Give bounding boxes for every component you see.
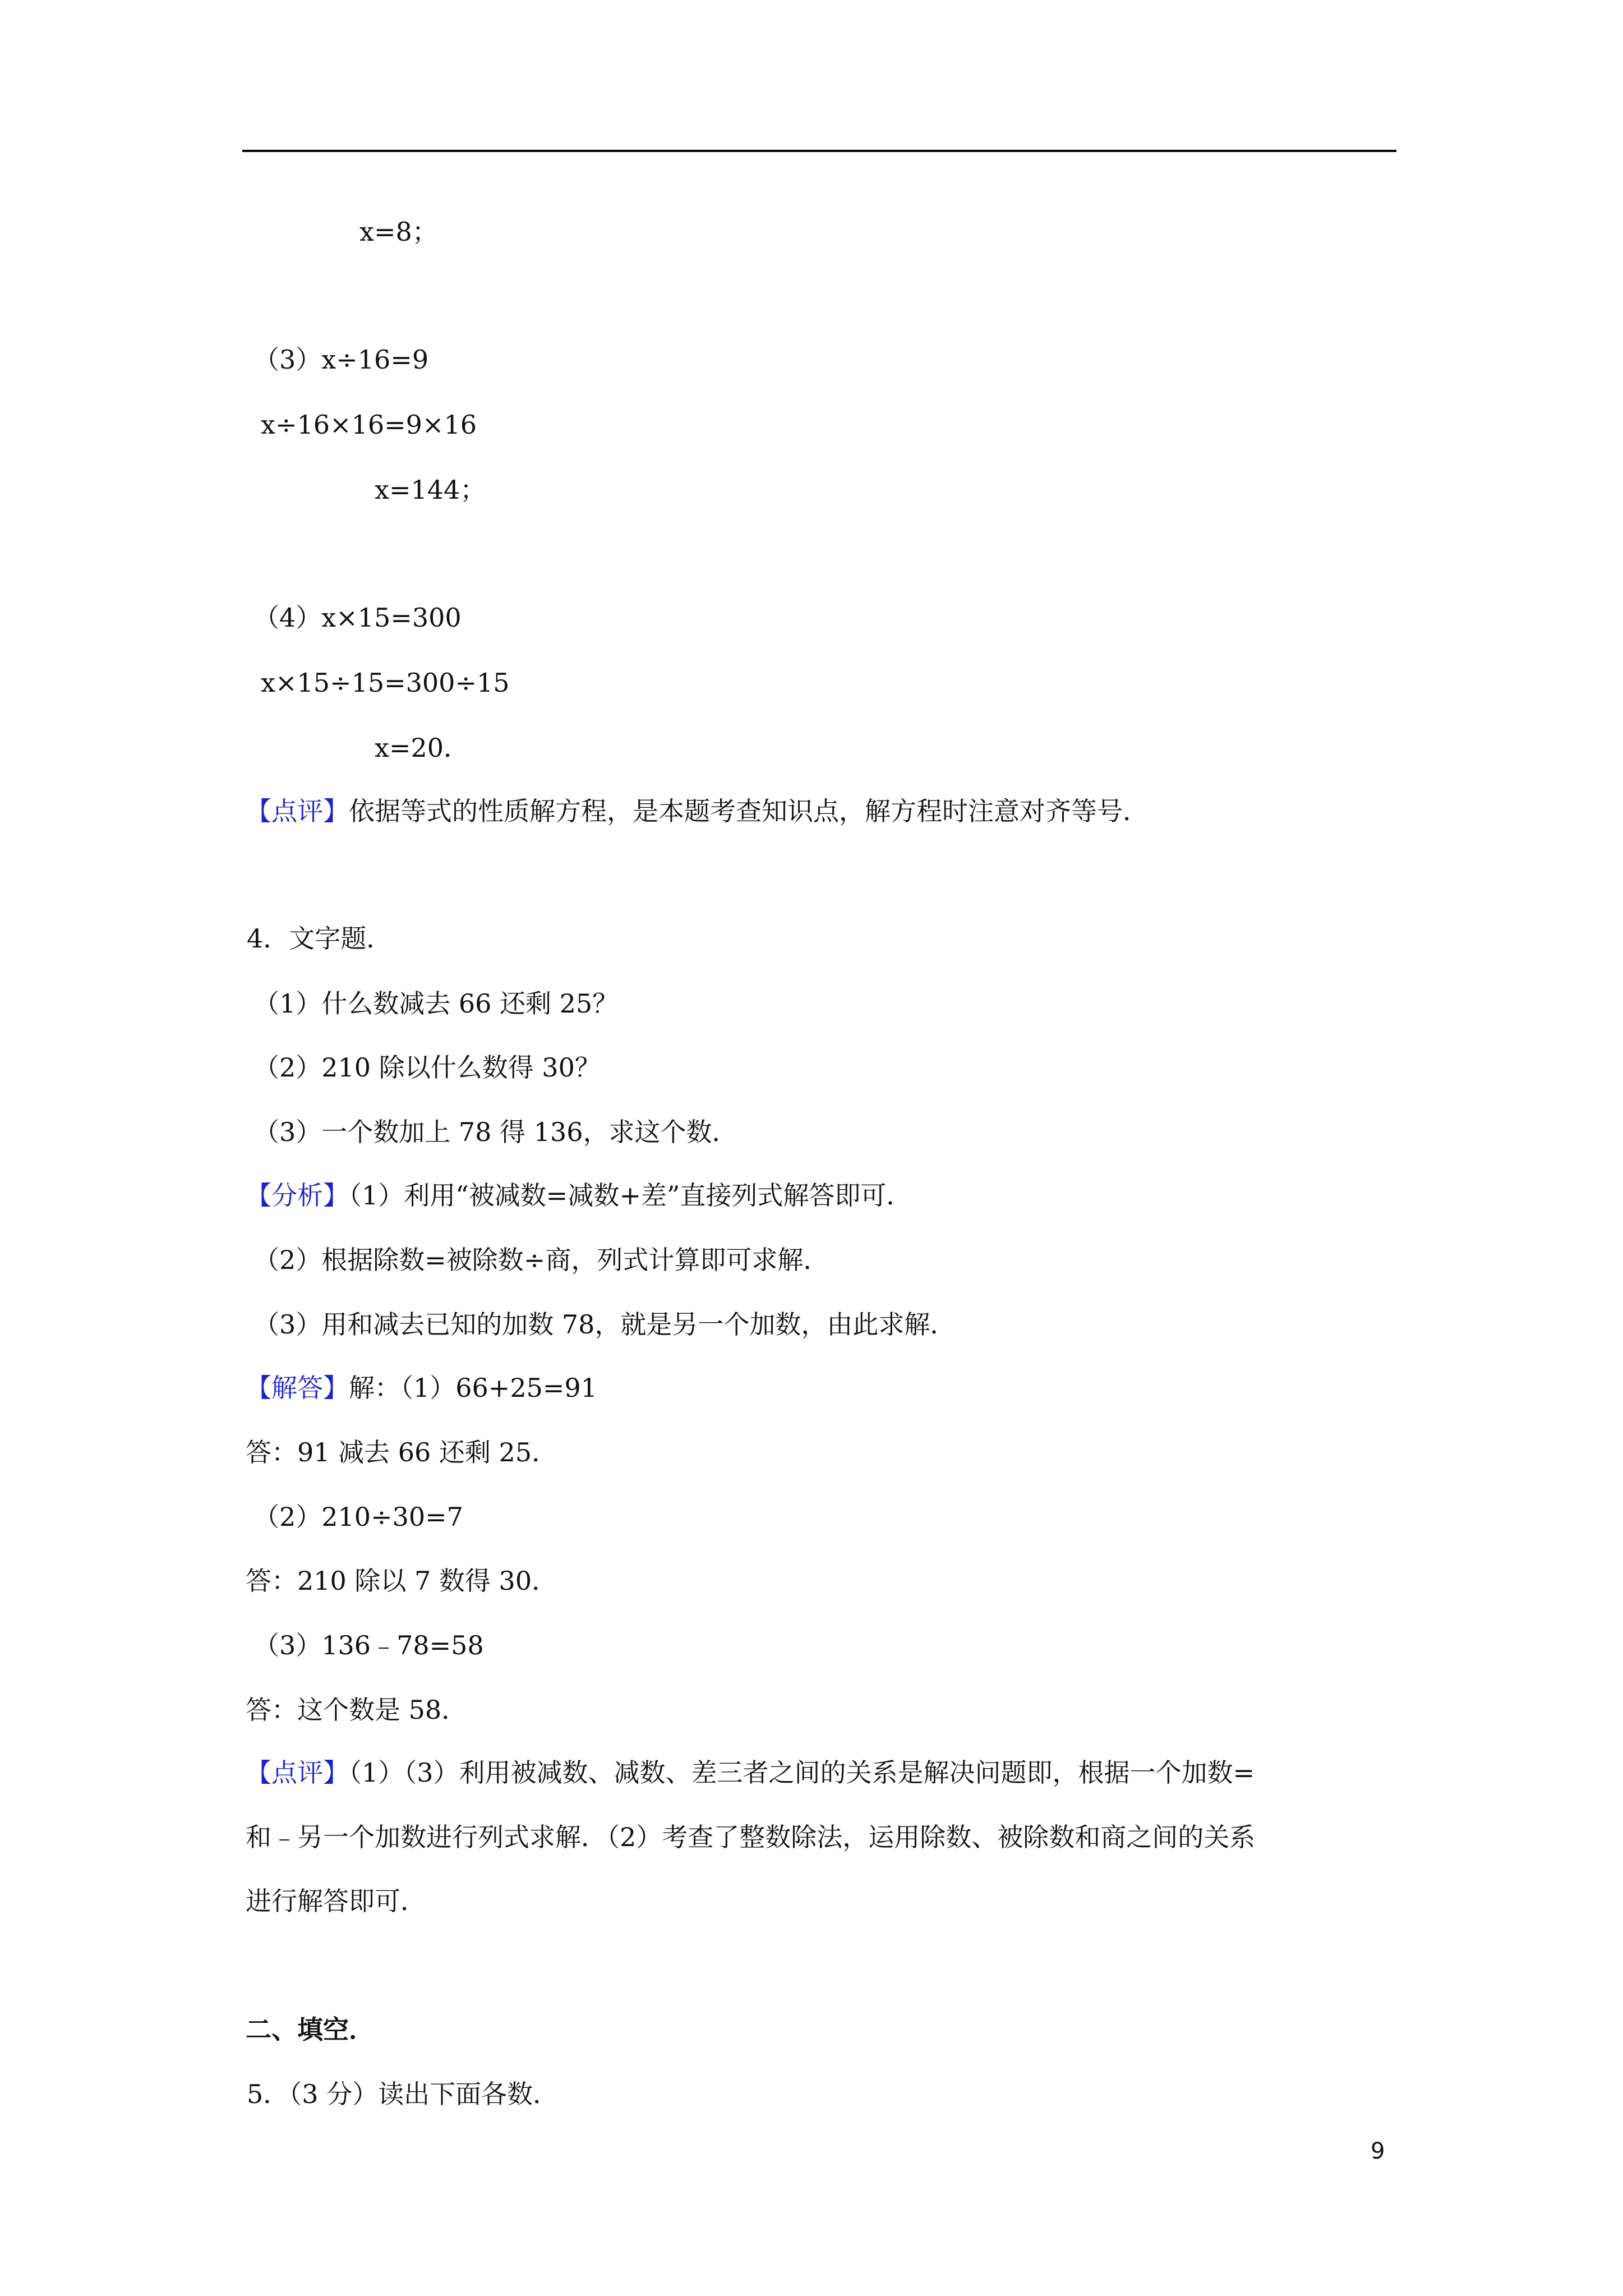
equation-line: x×15÷15=300÷15 <box>261 668 510 698</box>
answer-line: （3）136﹣78=58 <box>253 1630 484 1660</box>
analysis-line: （3）用和减去已知的加数 78，就是另一个加数，由此求解． <box>253 1309 956 1340</box>
question-item: （1）什么数减去 66 还剩 25？ <box>253 988 619 1019</box>
header-rule <box>242 150 1396 152</box>
page-number: 9 <box>1371 2138 1385 2164</box>
question-title: 4．文字题． <box>247 923 393 954</box>
answer-text: 解：（1）66+25=91 <box>349 1373 597 1403</box>
comment-line: 和﹣另一个加数进行列式求解．（2）考查了整数除法，运用除数、被除数和商之间的关系 <box>246 1822 1256 1852</box>
comment-tag: 【点评】 <box>246 796 349 826</box>
answer-line: 答：210 除以 7 数得 30． <box>246 1566 558 1596</box>
answer-line: （2）210÷30=7 <box>253 1502 463 1532</box>
comment-line: 进行解答即可． <box>246 1886 426 1916</box>
equation-line: （4）x×15=300 <box>253 602 462 633</box>
analysis-line: （2）根据除数=被除数÷商，列式计算即可求解． <box>253 1245 829 1275</box>
equation-line: x=144； <box>375 475 486 505</box>
equation-line: x=8； <box>359 217 438 247</box>
answer-line: 答：91 减去 66 还剩 25． <box>246 1437 558 1467</box>
question-item: （2）210 除以什么数得 30？ <box>253 1052 601 1083</box>
comment-line <box>246 794 1149 828</box>
equation-line: x÷16×16=9×16 <box>261 409 477 440</box>
comment-text: （1）（3）利用被减数、减数、差三者之间的关系是解决问题即，根据一个加数= <box>349 1757 1255 1788</box>
comment-tag: 【点评】 <box>246 1757 349 1788</box>
answer-tag: 【解答】 <box>246 1373 349 1403</box>
answer-line: 答：这个数是 58． <box>246 1695 468 1725</box>
question-title: 5．（3 分）读出下面各数． <box>247 2079 559 2109</box>
analysis-tag: 【分析】 <box>246 1180 349 1211</box>
answer-line <box>246 1371 597 1405</box>
analysis-text: （1）利用“被减数=减数+差”直接列式解答即可． <box>349 1180 912 1211</box>
comment-line <box>246 1756 1255 1789</box>
equation-line: x=20． <box>375 733 470 763</box>
comment-text: 依据等式的性质解方程，是本题考查知识点，解方程时注意对齐等号． <box>349 796 1149 826</box>
question-item: （3）一个数加上 78 得 136，求这个数． <box>253 1117 738 1147</box>
section-heading: 二、填空． <box>246 2014 375 2045</box>
equation-line: （3）x÷16=9 <box>253 344 429 375</box>
analysis-line <box>246 1179 912 1212</box>
